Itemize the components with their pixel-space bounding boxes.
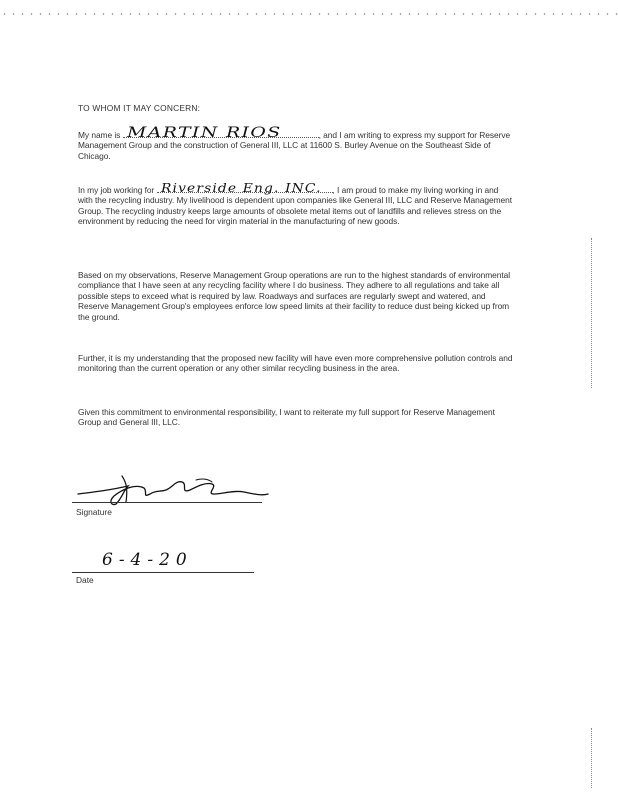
handwritten-date: 6-4-20 bbox=[102, 550, 193, 570]
handwritten-name: MARTIN RIOS bbox=[126, 124, 282, 141]
employment-prefix: In my job working for bbox=[78, 185, 155, 195]
handwritten-signature bbox=[72, 472, 272, 506]
company-field bbox=[157, 180, 333, 195]
intro-prefix: My name is bbox=[78, 130, 121, 140]
signature-line bbox=[72, 502, 262, 503]
signature-label: Signature bbox=[76, 507, 112, 517]
date-block bbox=[72, 548, 272, 593]
paragraph-closing: Given this commitment to environmental responsibility, I want to reiterate my full support for Reserve Management Group and General III, LLC. bbox=[78, 407, 495, 428]
scan-edge-mark bbox=[591, 728, 595, 788]
paragraph-employment bbox=[78, 180, 514, 227]
paragraph-observations: Based on my observations, Reserve Management Group operations are run to the highest standards of environmental compliance that I have seen at any recycling facility where I do business. They adhere to all regulations and take all possible steps to exceed what is required by law. Roadways and surfaces are regularly swept and watered, and Reserve Management Group's employees enforce low speed limits at their facility to reduce dust being kicked up from the ground. bbox=[78, 270, 511, 322]
employment-rest: , I am proud to make my living working in and with the recycling industry. My livelihood is dependent upon companies like General III, LLC and Reserve Management Group. The recycling industry keeps large amounts of obsolete metal items out of landfills and relieves stress on the environment by reducing the need for virgin material in the manufacturing of new goods. bbox=[78, 185, 513, 227]
date-label: Date bbox=[76, 575, 94, 585]
scan-edge-mark bbox=[591, 238, 595, 388]
paragraph-intro bbox=[78, 124, 514, 161]
intro-rest: , and I am writing to express my support for Reserve Management Group and the construction of General III, LLC at 11600 S. Burley Avenue on the Southeast Side of Chicago. bbox=[78, 130, 511, 161]
date-line bbox=[72, 572, 254, 573]
paragraph-understanding: Further, it is my understanding that the proposed new facility will have even more comprehensive pollution controls and monitoring than the current operation or any other similar recycling business in the area. bbox=[78, 353, 513, 374]
handwritten-company: Riverside Eng. INC. bbox=[160, 180, 322, 195]
signature-block bbox=[72, 472, 272, 522]
salutation: TO WHOM IT MAY CONCERN: bbox=[78, 103, 201, 113]
name-field bbox=[123, 124, 319, 141]
scan-noise-top bbox=[0, 12, 618, 16]
